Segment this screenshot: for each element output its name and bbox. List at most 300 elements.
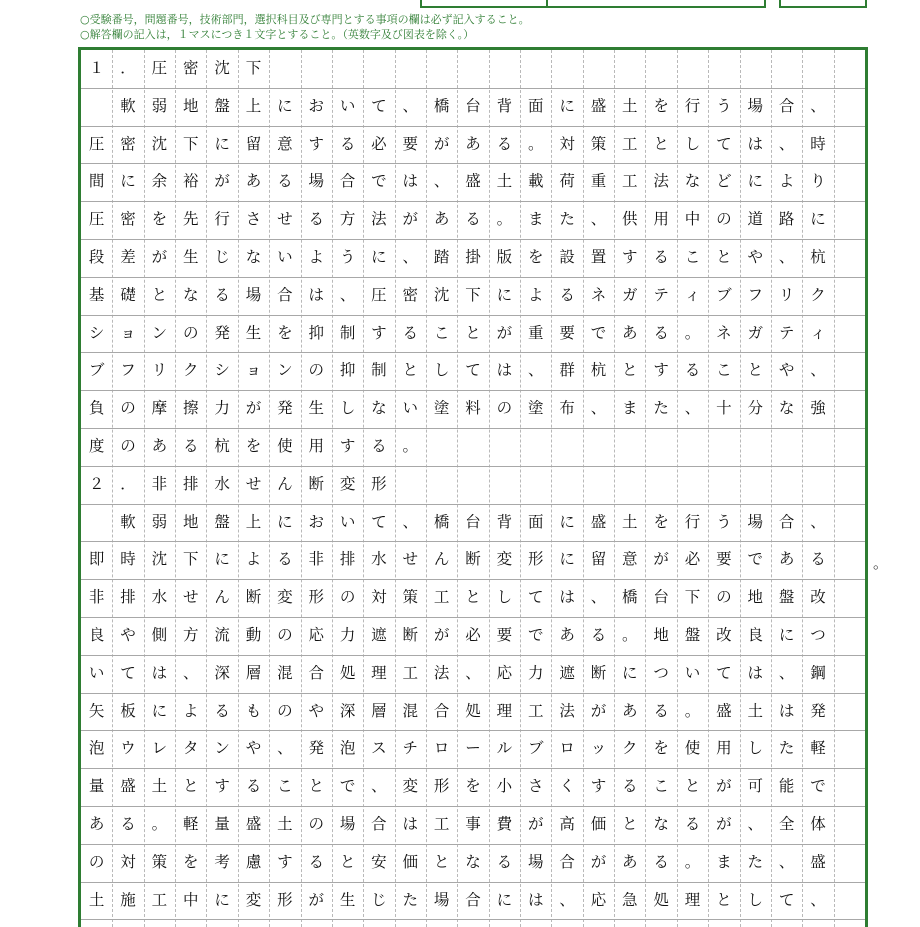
grid-cell-char: る [653, 248, 669, 266]
grid-cell-char: 工 [622, 134, 638, 153]
grid-cell-char: の [120, 399, 136, 418]
grid-cell-char: 盤 [214, 512, 230, 531]
grid-cell-char: 変 [245, 890, 262, 909]
grid-cell-char: 排 [183, 474, 199, 493]
grid-cell-char: を [653, 96, 669, 115]
grid-cell-char: し [747, 739, 763, 758]
grid-cell-char: 、 [465, 663, 481, 682]
grid-row [81, 201, 865, 239]
grid-cell-char: 水 [151, 588, 168, 607]
grid-row [81, 50, 865, 88]
grid-cell-char: 密 [402, 285, 419, 304]
grid-cell-char: 法 [559, 701, 575, 720]
grid-cell-char: が [214, 172, 230, 191]
grid-cell-char: 制 [339, 323, 356, 342]
header-small-box [779, 0, 867, 8]
grid-cell-char: 合 [778, 512, 795, 531]
grid-cell-char: す [622, 248, 638, 266]
grid-cell-char: 工 [433, 815, 450, 833]
grid-cell-char: 盛 [810, 852, 826, 871]
grid-cell-char: チ [402, 739, 419, 758]
grid-cell-char: は [778, 701, 795, 720]
grid-cell-char: 法 [433, 663, 450, 682]
grid-cell-char: ル [496, 739, 513, 758]
grid-cell-char: 板 [120, 701, 136, 720]
grid-cell-char: よ [245, 550, 262, 569]
grid-cell-char: と [684, 777, 701, 796]
grid-cell-char: と [465, 588, 481, 607]
grid-cell-char: を [653, 512, 669, 531]
grid-cell-char: 即 [88, 550, 105, 569]
grid-cell-char: と [716, 248, 732, 266]
grid-cell-char: 上 [245, 512, 262, 531]
grid-cell-char: 合 [308, 663, 324, 682]
grid-cell-char: 良 [88, 626, 105, 644]
grid-cell-char: 、 [590, 588, 607, 607]
grid-cell-char: 排 [120, 588, 136, 607]
grid-cell-char: 形 [308, 588, 324, 607]
grid-cell-char: し [747, 890, 763, 909]
grid-cell-char: と [402, 361, 419, 380]
grid-cell-char: と [622, 361, 638, 380]
grid-cell-char: 圧 [151, 59, 168, 77]
grid-cell-char: 台 [465, 96, 481, 115]
grid-cell-char: 矢 [88, 701, 105, 720]
grid-cell-char: と [653, 134, 669, 153]
grid-cell-char: い [684, 663, 701, 682]
grid-cell-char: で [590, 323, 607, 342]
grid-cell-char: 考 [214, 852, 230, 871]
grid-cell-char: 間 [88, 172, 105, 191]
grid-cell-char: ウ [120, 739, 136, 758]
grid-cell-char: て [371, 96, 387, 115]
grid-cell-char: る [590, 626, 607, 644]
grid-row [81, 239, 865, 277]
grid-cell-char: て [465, 361, 481, 380]
grid-cell-char: こ [277, 777, 293, 796]
grid-cell-char: る [653, 701, 669, 720]
grid-cell-char: 、 [778, 663, 795, 682]
grid-cell-char: 、 [590, 210, 607, 229]
grid-cell-char: 発 [214, 323, 230, 342]
grid-cell-char: 急 [622, 890, 638, 909]
grid-cell-char: て [778, 890, 795, 909]
grid-cell-char: 塗 [527, 399, 544, 418]
grid-cell-char: に [151, 701, 168, 720]
grid-cell-char: 制 [371, 361, 387, 380]
grid-cell-char: 盤 [684, 626, 701, 644]
grid-cell-char: 。 [402, 437, 419, 455]
grid-cell-char: に [371, 248, 387, 266]
grid-cell-char: る [214, 701, 230, 720]
grid-cell-char: す [339, 437, 356, 455]
grid-cell-char: が [716, 777, 732, 796]
grid-cell-char: 策 [402, 588, 419, 607]
grid-cell-char: 流 [214, 626, 230, 644]
grid-cell-char: 、 [810, 96, 826, 115]
grid-cell-char: 地 [747, 588, 763, 607]
grid-cell-char: さ [245, 210, 262, 229]
grid-cell-char: 合 [465, 890, 481, 909]
grid-cell-char: よ [183, 701, 199, 720]
grid-cell-char: 合 [433, 701, 450, 720]
grid-cell-char: 深 [339, 701, 356, 720]
grid-cell-char: 置 [590, 248, 607, 266]
grid-row [81, 126, 865, 164]
grid-cell-char: 杭 [214, 437, 230, 455]
grid-cell-char: 掛 [465, 248, 481, 266]
grid-cell-char: 工 [433, 588, 450, 607]
grid-cell-char: は [559, 588, 575, 607]
grid-cell-char: い [277, 248, 293, 266]
instruction-notes [80, 12, 530, 42]
grid-cell-char: 土 [496, 172, 513, 191]
grid-cell-char: た [653, 399, 669, 418]
grid-cell-char: は [402, 815, 419, 833]
grid-cell-char: よ [778, 172, 795, 191]
grid-cell-char: こ [653, 777, 669, 796]
grid-cell-char: ク [183, 361, 199, 380]
grid-cell-char: 非 [88, 588, 105, 607]
grid-cell-char: の [277, 701, 293, 720]
grid-cell-char: る [339, 134, 356, 153]
grid-cell-char: る [684, 361, 701, 380]
grid-cell-char: 背 [496, 96, 513, 115]
grid-cell-char: の [496, 399, 513, 418]
grid-cell-char: 応 [590, 890, 607, 909]
grid-cell-char: 路 [778, 210, 795, 229]
grid-cell-char: リ [151, 361, 168, 380]
grid-row [81, 390, 865, 428]
grid-cell-char: 下 [684, 588, 701, 607]
grid-cell-char: た [559, 210, 575, 229]
grid-cell-char: は [747, 134, 763, 153]
grid-row [81, 617, 865, 655]
grid-cell-char: す [277, 852, 293, 871]
grid-cell-char: 事 [465, 815, 481, 833]
grid-cell-char: レ [151, 739, 168, 758]
grid-cell-char: 場 [308, 172, 324, 191]
grid-cell-char: 盛 [465, 172, 481, 191]
grid-cell-char: せ [402, 550, 419, 569]
grid-cell-char: に [214, 890, 230, 909]
grid-cell-char: て [371, 512, 387, 531]
grid-cell-char: 負 [88, 399, 105, 418]
grid-cell-char: の [277, 626, 293, 644]
grid-cell-char: 、 [402, 248, 419, 266]
grid-cell-char: 下 [245, 59, 262, 77]
grid-row [81, 277, 865, 315]
grid-cell-char: で [747, 550, 763, 569]
grid-cell-char: 擦 [183, 399, 199, 418]
grid-cell-char: 用 [716, 739, 732, 758]
grid-cell-char: 道 [747, 210, 763, 229]
grid-cell-char: 処 [465, 701, 481, 720]
grid-cell-char: 盤 [778, 588, 795, 607]
grid-cell-char: 対 [559, 134, 575, 153]
grid-cell-char: く [559, 777, 575, 796]
grid-cell-char: で [339, 777, 356, 796]
grid-cell-char: た [778, 739, 795, 758]
grid-cell-char: 密 [183, 59, 199, 77]
grid-cell-char: る [465, 210, 481, 229]
grid-cell-char: る [214, 285, 230, 304]
grid-cell-char: 差 [120, 248, 136, 266]
grid-cell-char: 沈 [151, 134, 168, 153]
grid-cell-char: う [716, 512, 732, 531]
grid-cell-char: を [277, 323, 293, 342]
grid-cell-char: 改 [810, 588, 826, 607]
grid-row [81, 655, 865, 693]
grid-cell-char: を [653, 739, 669, 758]
grid-cell-char: せ [183, 588, 199, 607]
grid-cell-char: お [308, 512, 324, 531]
grid-row [81, 806, 865, 844]
grid-cell-char: 。 [684, 701, 701, 720]
grid-cell-char: が [716, 815, 732, 833]
grid-cell-char: 慮 [245, 852, 262, 871]
grid-cell-char: る [120, 815, 136, 833]
grid-cell-char: 工 [622, 172, 638, 191]
grid-cell-char: タ [183, 739, 199, 758]
grid-cell-char: 杭 [810, 248, 826, 266]
grid-cell-char: と [339, 852, 356, 871]
grid-cell-char: ま [716, 852, 732, 871]
grid-cell-char: 断 [465, 550, 481, 569]
grid-cell-char: た [747, 852, 763, 871]
grid-cell-char: る [496, 134, 513, 153]
grid-cell-char: す [590, 777, 607, 796]
grid-cell-char: あ [245, 172, 262, 191]
grid-cell-char: 面 [527, 96, 544, 115]
grid-cell-char: い [339, 512, 356, 531]
grid-cell-char: 場 [433, 890, 450, 909]
grid-cell-char: 強 [810, 399, 826, 418]
grid-cell-char: す [371, 323, 387, 342]
grid-cell-char: 方 [339, 210, 356, 229]
grid-cell-char: と [747, 361, 763, 380]
grid-cell-char: 供 [622, 210, 638, 229]
grid-cell-char: る [622, 777, 638, 796]
grid-cell-char: て [120, 663, 136, 682]
grid-cell-char: 荷 [559, 172, 575, 191]
grid-cell-char: 時 [810, 134, 826, 153]
grid-cell-char: 地 [183, 96, 199, 115]
grid-cell-char: 面 [527, 512, 544, 531]
grid-cell-char: 上 [245, 96, 262, 115]
grid-cell-char: テ [778, 323, 795, 342]
grid-cell-char: ク [810, 285, 826, 304]
grid-cell-char: 背 [496, 512, 513, 531]
grid-cell-char: 工 [527, 701, 544, 720]
grid-cell-char: 踏 [433, 248, 450, 266]
grid-cell-char: 必 [684, 550, 701, 569]
grid-cell-char: 、 [810, 890, 826, 909]
grid-cell-char: 、 [778, 852, 795, 871]
grid-cell-char: ネ [716, 323, 732, 342]
grid-cell-char: ネ [590, 285, 607, 304]
grid-cell-char: 生 [308, 399, 324, 418]
grid-cell-char: せ [245, 474, 262, 493]
grid-cell-char: を [183, 852, 199, 871]
grid-row [81, 882, 865, 920]
grid-cell-char: 費 [496, 815, 513, 833]
grid-cell-char: 下 [183, 134, 199, 153]
grid-cell-char: 合 [339, 172, 356, 191]
grid-cell-char: フ [747, 285, 763, 304]
grid-row [81, 541, 865, 579]
grid-cell-char: る [245, 777, 262, 796]
grid-cell-char: の [716, 588, 732, 607]
grid-cell-char: 、 [402, 512, 419, 531]
grid-row [81, 428, 865, 466]
grid-row [81, 352, 865, 390]
grid-cell-char: 混 [402, 701, 419, 720]
grid-cell-char: 群 [559, 361, 575, 380]
grid-cell-char: で [810, 777, 826, 796]
grid-cell-char: ． [120, 474, 136, 493]
grid-cell-char: る [684, 815, 701, 833]
grid-cell-char: の [183, 323, 199, 342]
grid-cell-char: 価 [590, 815, 607, 833]
grid-cell-char: 要 [559, 323, 575, 342]
grid-cell-char: 、 [684, 399, 701, 418]
grid-cell-char: 工 [151, 890, 168, 909]
grid-row [81, 693, 865, 731]
grid-cell-char: 用 [653, 210, 669, 229]
grid-cell-char: 合 [778, 96, 795, 115]
grid-cell-char: は [527, 890, 544, 909]
grid-cell-char: 。 [684, 323, 701, 342]
grid-cell-char: 、 [810, 361, 826, 380]
grid-cell-char: あ [622, 701, 638, 720]
grid-cell-char: ロ [559, 739, 575, 758]
grid-cell-char: ー [465, 739, 481, 758]
grid-cell-char: に [214, 134, 230, 153]
grid-cell-char: 、 [183, 663, 199, 682]
grid-cell-char: 軽 [183, 815, 199, 833]
grid-cell-char: 。 [151, 815, 168, 833]
grid-cell-char: の [308, 815, 324, 833]
grid-cell-char: 必 [371, 134, 387, 153]
grid-cell-char: 策 [151, 852, 168, 871]
grid-cell-char: 先 [183, 210, 199, 229]
grid-cell-char: こ [433, 323, 450, 342]
grid-cell-char: 弱 [151, 512, 168, 531]
grid-cell-char: 。 [496, 210, 513, 229]
note-line-2: ○解答欄の記入は，１マスにつき１文字とすること。（英数字及び図表を除く。） [80, 28, 475, 41]
grid-cell-char: う [339, 248, 356, 266]
grid-cell-char: で [371, 172, 387, 191]
grid-cell-char: よ [527, 285, 544, 304]
grid-cell-char: 、 [339, 285, 356, 304]
grid-cell-char: い [402, 399, 419, 418]
grid-cell-char: 場 [339, 815, 356, 833]
grid-cell-char: 量 [88, 777, 105, 796]
grid-cell-char: ま [527, 210, 544, 229]
grid-cell-char: 、 [433, 172, 450, 191]
grid-cell-char: に [810, 210, 826, 229]
grid-cell-char: 要 [496, 626, 513, 644]
grid-cell-char: 生 [245, 323, 262, 342]
grid-cell-char: 合 [277, 285, 293, 304]
grid-cell-char: が [433, 626, 450, 644]
grid-cell-char: 処 [339, 663, 356, 682]
grid-cell-char: る [810, 550, 826, 569]
grid-cell-char: と [465, 323, 481, 342]
grid-cell-char: 断 [590, 663, 607, 682]
grid-cell-char: が [402, 210, 419, 229]
grid-cell-char: あ [433, 210, 450, 229]
grid-cell-char: 。 [622, 626, 638, 644]
grid-cell-char: 非 [151, 474, 168, 493]
grid-cell-char: に [622, 663, 638, 682]
grid-row [81, 730, 865, 768]
grid-cell-char: 良 [747, 626, 763, 644]
grid-cell-char: ス [371, 739, 387, 758]
grid-cell-char: 。 [684, 852, 701, 871]
grid-cell-char: あ [622, 852, 638, 871]
grid-cell-char: 圧 [371, 285, 387, 304]
grid-cell-char: で [527, 626, 544, 644]
grid-cell-char: 密 [120, 210, 136, 229]
grid-cell-char: 排 [339, 550, 356, 569]
overflow-punctuation: 。 [873, 554, 889, 572]
grid-cell-char: 対 [371, 588, 387, 607]
grid-cell-char: る [402, 323, 419, 342]
grid-cell-char: 場 [747, 512, 763, 531]
grid-cell-char: 水 [371, 550, 387, 569]
grid-cell-char: 理 [496, 701, 513, 720]
grid-cell-char: が [653, 550, 669, 569]
grid-cell-char: に [559, 550, 575, 569]
grid-cell-char: る [308, 852, 324, 871]
grid-cell-char: 層 [371, 701, 387, 720]
grid-cell-char: ど [716, 172, 732, 191]
grid-cell-char: ン [214, 739, 230, 758]
grid-cell-char: に [120, 172, 136, 191]
grid-cell-char: ョ [120, 323, 136, 342]
grid-cell-char: な [778, 399, 795, 418]
grid-cell-char: 場 [527, 852, 544, 871]
grid-cell-char: 遮 [559, 663, 575, 682]
grid-cell-char: ン [277, 361, 293, 380]
grid-cell-char: ク [622, 739, 638, 758]
grid-cell-char: 動 [245, 626, 262, 644]
grid-cell-char: が [433, 134, 450, 153]
grid-cell-char: 鋼 [810, 663, 826, 682]
grid-cell-char: 方 [183, 626, 199, 644]
grid-cell-char: 留 [590, 550, 607, 569]
grid-cell-char: 応 [496, 663, 513, 682]
grid-cell-char: 土 [747, 701, 763, 720]
grid-cell-char: あ [151, 437, 168, 455]
grid-cell-char: と [622, 815, 638, 833]
grid-cell-char: ッ [590, 739, 607, 758]
grid-cell-char: 全 [778, 815, 795, 833]
grid-cell-char: る [559, 285, 575, 304]
grid-cell-char: 変 [496, 550, 513, 569]
grid-cell-char: が [590, 852, 607, 871]
grid-cell-char: に [214, 550, 230, 569]
grid-cell-char: 合 [559, 852, 575, 871]
grid-cell-char: す [308, 134, 324, 153]
grid-cell-char: の [88, 852, 105, 871]
grid-cell-char: 摩 [151, 399, 168, 418]
grid-cell-char: て [716, 134, 732, 153]
grid-cell-char: や [120, 626, 136, 644]
grid-cell-char: の [120, 437, 136, 455]
